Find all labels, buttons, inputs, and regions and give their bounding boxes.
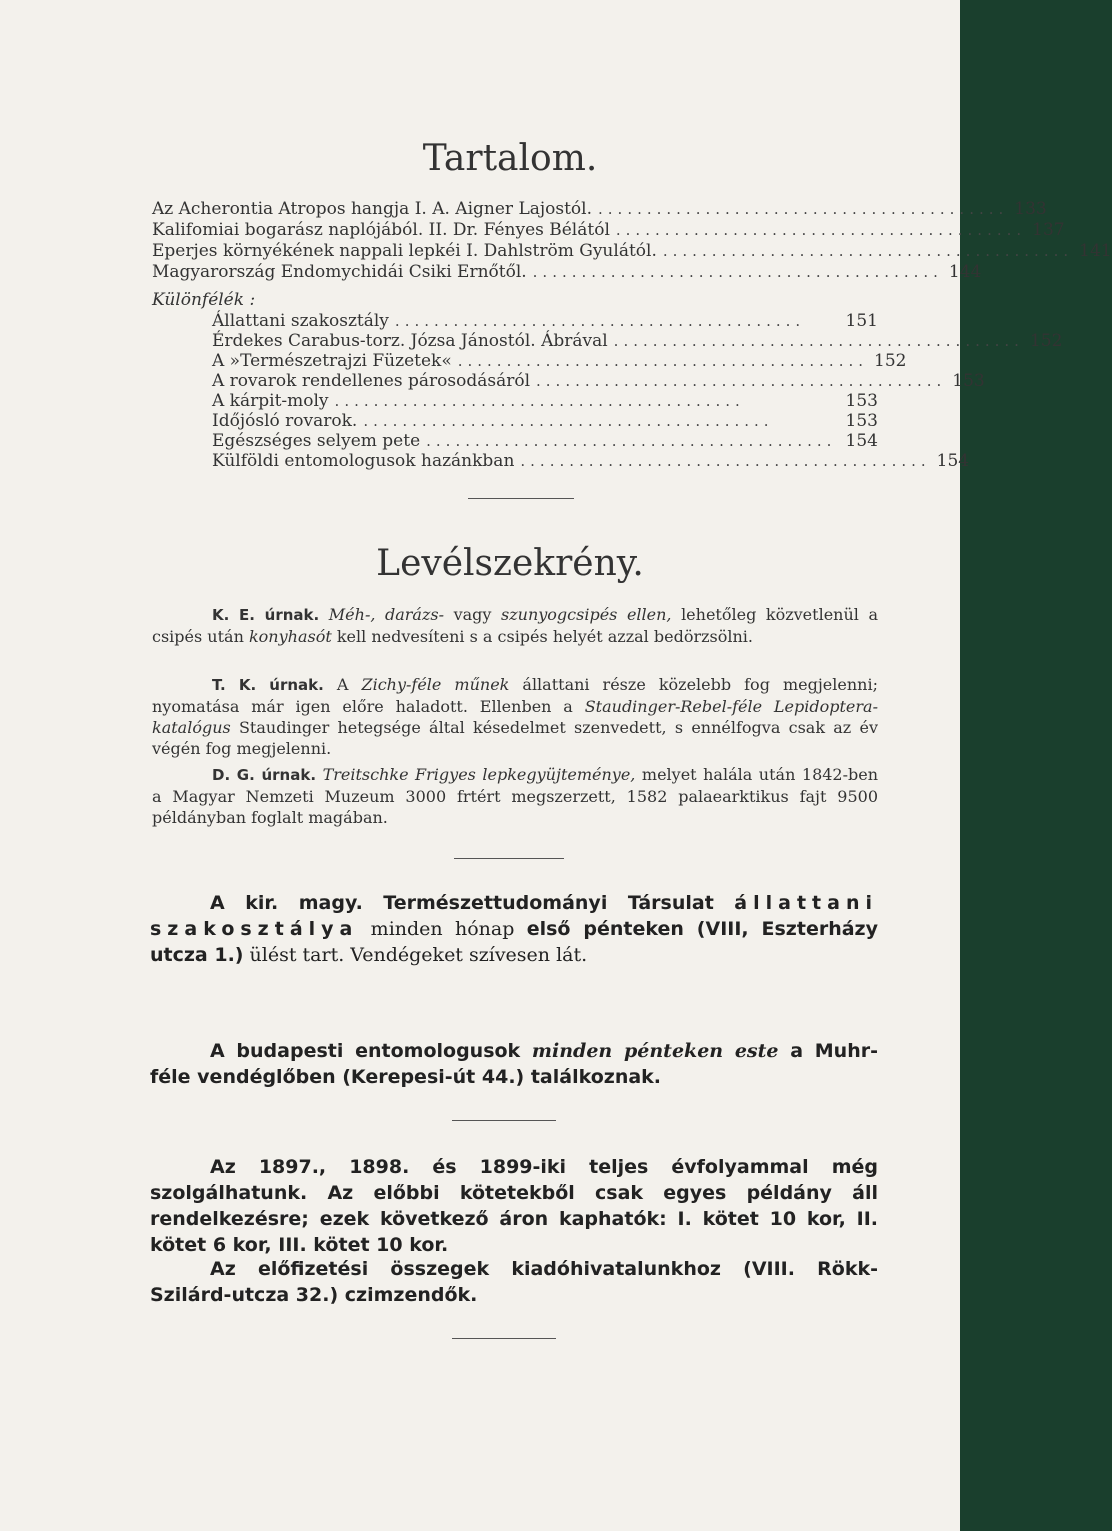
toc-entry-title: Egészséges selyem pete xyxy=(212,431,421,451)
toc-entry-title: A »Természetrajzi Füzetek« xyxy=(212,351,452,371)
toc-sub-entry xyxy=(212,410,878,432)
toc-dots: .......................................... xyxy=(598,200,1009,218)
toc-entry-title: Kalifomiai bogarász naplójából. II. Dr. Fényes Bélától xyxy=(152,220,610,240)
toc-entry xyxy=(152,261,982,283)
letter-italic: Méh-, darázs- xyxy=(328,605,445,624)
toc-entry-title: A rovarok rendellenes párosodásáról xyxy=(212,371,531,391)
letter-text: A xyxy=(323,675,362,694)
notice-volumes xyxy=(150,1154,878,1258)
toc-sub-entry xyxy=(212,390,878,412)
letters-title: Levélszekrény. xyxy=(376,543,644,584)
toc-entry-title: Érdekes Carabus-torz. Józsa Jánostól. Ábrával xyxy=(212,331,608,351)
toc-entry-page: 141 xyxy=(1079,241,1112,261)
toc-entry-page: 153 xyxy=(952,371,985,391)
letter-addressee: K. E. úrnak. xyxy=(212,606,320,624)
notice-text: ülést tart. Vendégeket szívesen lát. xyxy=(243,944,588,966)
divider xyxy=(452,1120,556,1121)
toc-entry-title: Külföldi entomologusok hazánkban xyxy=(212,451,515,471)
letter-addressee: D. G. úrnak. xyxy=(212,766,317,784)
toc-entry-title: Magyarország Endomychidái Csiki Ernőtől. xyxy=(152,262,527,282)
notice-subscription xyxy=(150,1256,878,1308)
notice-text: (VIII, Eszterházy utcza 1.) xyxy=(150,918,878,966)
toc-dots: .......................................... xyxy=(613,332,1024,350)
toc-entry-page: 151 xyxy=(845,311,878,331)
toc-entry-title: A kárpit-moly xyxy=(212,391,329,411)
letter-text: állattani része közelebb fog megjelenni; nyomatása már igen előre haladott. Ellenben a xyxy=(152,675,878,716)
letter-paragraph xyxy=(152,604,878,647)
toc-entry-page: 153 xyxy=(845,391,878,411)
toc-dots: .......................................... xyxy=(363,412,774,430)
notice-text: A kir. magy. Természettudományi Társulat xyxy=(210,892,714,914)
toc-dots: .......................................... xyxy=(520,452,931,470)
notice-text: Az előfizetési összegek kiadóhivatalunkhoz (VIII. Rökk-Szilárd-utcza 32.) czimzendők. xyxy=(150,1258,878,1306)
toc-dots: .......................................... xyxy=(532,263,943,281)
letter-italic: műnek xyxy=(454,675,510,694)
toc-entry-title: Eperjes környékének nappali lepkéi I. Dahlström Gyulától. xyxy=(152,241,657,261)
letter-italic: szunyogcsipés ellen, xyxy=(501,605,672,624)
notice-entomologists xyxy=(150,1038,878,1090)
notice-text: a Muhr-féle vendéglőben (Kerepesi-út 44.) találkoznak. xyxy=(150,1040,878,1088)
notice-meetings xyxy=(150,890,878,968)
toc-entry-page: 152 xyxy=(874,351,907,371)
toc-sub-entry xyxy=(212,310,878,332)
toc-entry-title: Az Acherontia Atropos hangja I. A. Aigner Lajostól. xyxy=(152,199,593,219)
toc-entry-page: 144 xyxy=(948,262,982,282)
toc-dots: .......................................... xyxy=(615,221,1027,239)
divider xyxy=(454,858,564,859)
toc-entry-page: 137 xyxy=(1032,220,1065,240)
toc-entry-title: Időjósló rovarok. xyxy=(212,411,358,431)
toc-sub-entry xyxy=(212,370,985,392)
toc-dots: .......................................... xyxy=(334,392,745,410)
toc-dots: .......................................... xyxy=(426,432,837,450)
letter-paragraph xyxy=(152,764,878,828)
notice-spaced-text: állattani szakosztálya xyxy=(150,892,878,940)
letter-italic: Treitschke Frigyes lepkegyüjteménye, xyxy=(322,765,636,784)
toc-entry-page: 154 xyxy=(845,431,878,451)
toc-dots: .......................................... xyxy=(394,312,806,330)
notice-text: Az 1897., 1898. és 1899-iki teljes évfolyammal még szolgálhatunk. Az előbbi kötetekből csak egyes példány áll rendelkezésre; ezek következő áron kaphatók: I. kötet 10 kor, II. kötet 6 kor, III. kötet 10 kor. xyxy=(150,1156,878,1256)
toc-entry-page: 154 xyxy=(936,451,970,471)
toc-sub-entry xyxy=(212,330,1063,352)
toc-dots: .......................................... xyxy=(457,352,868,370)
divider xyxy=(468,498,574,499)
notice-text: első pénteken xyxy=(526,918,684,940)
toc-dots: .......................................... xyxy=(536,372,947,390)
notice-text: A budapesti entomologusok xyxy=(210,1040,532,1062)
letter-italic: Staudinger-Rebel-féle Lepidoptera- katalógus xyxy=(152,697,878,737)
toc-entry-page: 152 xyxy=(1029,331,1063,351)
toc-entry xyxy=(152,198,1047,220)
letter-italic: konyhasót xyxy=(248,627,332,646)
toc-dots: .......................................... xyxy=(662,242,1074,260)
notice-text: minden hónap xyxy=(358,918,527,940)
toc-entry xyxy=(152,219,1065,241)
letter-text: melyet halála után 1842-ben a Magyar Nemzeti Muzeum 3000 frtért megszerzett, 1582 palaearktikus fajt 9500 példányban foglalt magában. xyxy=(152,765,879,827)
letter-italic: Zichy-féle xyxy=(361,675,442,694)
notice-italic: minden pénteken este xyxy=(531,1040,779,1062)
letter-text xyxy=(441,675,454,694)
letter-text: Staudinger hetegsége által késedelmet szenvedett, s ennélfogva csak az év végén fog megjelenni. xyxy=(152,718,878,758)
toc-sub-entry xyxy=(212,450,970,472)
toc-sub-entry xyxy=(212,350,907,372)
toc-entry-page: 153 xyxy=(845,411,878,431)
toc-entry xyxy=(152,240,1112,262)
toc-sub-entry xyxy=(212,430,878,452)
toc-title: Tartalom. xyxy=(422,138,598,179)
letter-text: lehetőleg közvetlenül a csipés után xyxy=(152,605,878,646)
divider xyxy=(452,1338,556,1339)
letter-addressee: T. K. úrnak. xyxy=(212,676,324,694)
letter-paragraph xyxy=(152,674,878,759)
toc-entry-page: 133 xyxy=(1014,199,1047,219)
letter-text: kell nedvesíteni s a csipés helyét azzal bedörzsölni. xyxy=(331,627,753,646)
letter-text: vagy xyxy=(444,605,501,624)
toc-section-heading: Különfélék : xyxy=(152,290,256,310)
toc-entry-title: Állattani szakosztály xyxy=(212,311,389,331)
